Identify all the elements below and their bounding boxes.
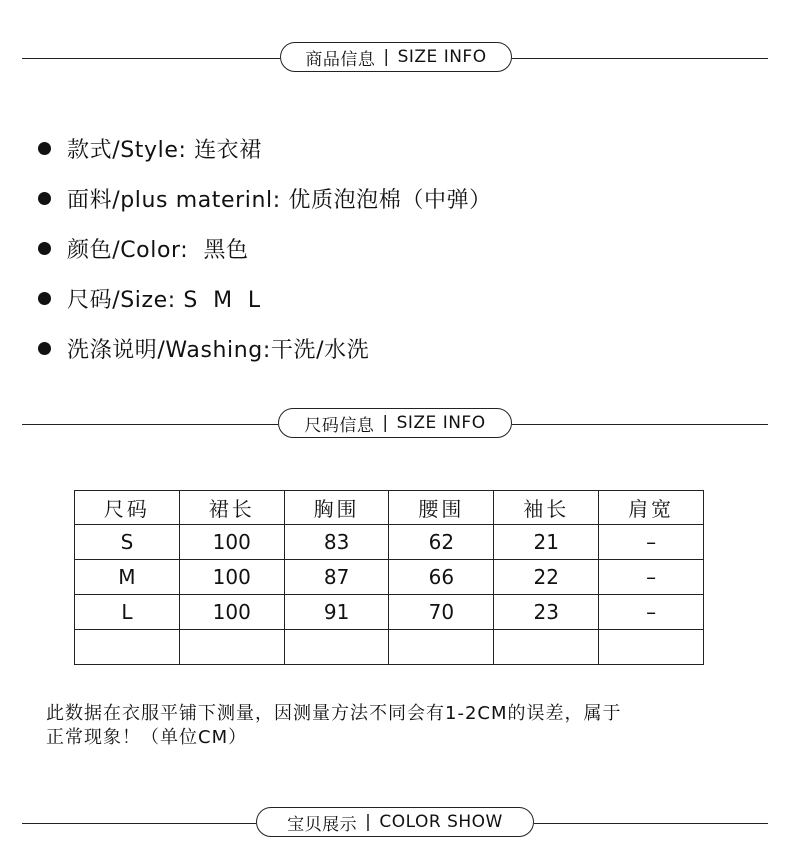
header-waist: 腰围 [389,491,494,525]
divider-line-left [22,58,280,59]
table-cell: 100 [179,595,284,630]
measurement-note [46,702,766,750]
info-item-washing [38,323,492,373]
info-text: 面料/plus materinl: 优质泡泡棉（中弹） [67,187,492,213]
section-title-cn: 尺码信息 [304,415,375,436]
section-divider-size-chart [0,408,790,442]
header-length: 裙长 [179,491,284,525]
info-item-style [38,123,492,173]
note-line-2: 正常现象！（单位CM） [46,727,248,748]
table-cell [494,630,599,665]
table-cell: 100 [179,525,284,560]
table-row-empty [75,630,704,665]
title-separator: | [383,47,390,67]
section-title-pill [280,42,512,72]
info-text: 尺码/Size: S M L [67,287,261,313]
bullet-icon [38,242,51,255]
table-cell: – [599,595,704,630]
header-bust: 胸围 [284,491,389,525]
table-row [75,525,704,560]
table-cell: 83 [284,525,389,560]
table-cell: – [599,560,704,595]
title-separator: | [365,812,372,832]
bullet-icon [38,342,51,355]
section-title-en: COLOR SHOW [379,812,503,832]
header-size: 尺码 [75,491,180,525]
header-shoulder: 肩宽 [599,491,704,525]
table-cell: M [75,560,180,595]
info-item-size [38,273,492,323]
table-cell: 87 [284,560,389,595]
size-table [74,490,704,665]
table-cell: 70 [389,595,494,630]
bullet-icon [38,292,51,305]
table-cell: 62 [389,525,494,560]
table-cell: 91 [284,595,389,630]
divider-line-right [534,823,768,824]
table-cell: 100 [179,560,284,595]
table-cell [599,630,704,665]
section-divider-color-show [0,807,790,841]
section-title-pill [256,807,534,837]
table-cell: 22 [494,560,599,595]
section-title-cn: 宝贝展示 [287,814,358,835]
table-cell: S [75,525,180,560]
section-title-en: SIZE INFO [397,47,487,67]
table-cell [179,630,284,665]
table-row [75,560,704,595]
info-item-material [38,173,492,223]
bullet-icon [38,142,51,155]
info-item-color [38,223,492,273]
table-header-row [75,491,704,525]
title-separator: | [382,413,389,433]
divider-line-left [22,424,278,425]
bullet-icon [38,192,51,205]
divider-line-left [22,823,256,824]
divider-line-right [512,58,768,59]
table-cell [284,630,389,665]
table-cell [389,630,494,665]
table-row [75,595,704,630]
header-sleeve: 袖长 [494,491,599,525]
note-line-1: 此数据在衣服平铺下测量，因测量方法不同会有1-2CM的误差，属于 [46,703,622,724]
product-info-list [38,123,492,373]
table-cell: L [75,595,180,630]
info-text: 颜色/Color: 黑色 [67,237,249,263]
section-title-cn: 商品信息 [305,49,376,70]
section-divider-size-info [0,42,790,76]
divider-line-right [512,424,768,425]
section-title-en: SIZE INFO [396,413,486,433]
table-cell: – [599,525,704,560]
info-text: 洗涤说明/Washing:干洗/水洗 [67,337,370,363]
info-text: 款式/Style: 连衣裙 [67,137,262,163]
table-cell: 21 [494,525,599,560]
table-cell [75,630,180,665]
table-cell: 23 [494,595,599,630]
section-title-pill [278,408,512,438]
table-cell: 66 [389,560,494,595]
